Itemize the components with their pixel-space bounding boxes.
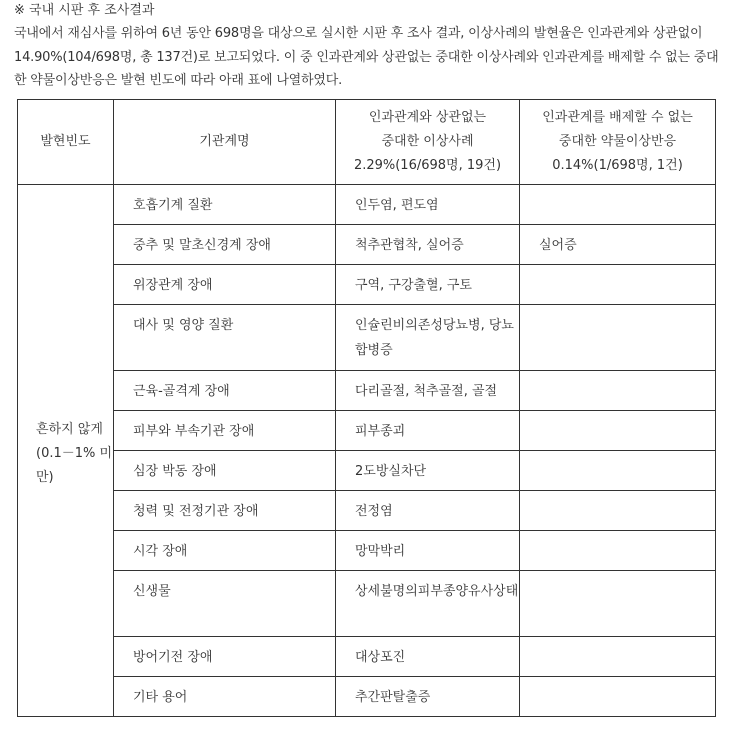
serious-adr-cell xyxy=(520,304,716,370)
table-row xyxy=(18,184,716,224)
table-row xyxy=(18,224,716,264)
serious-ae-cell: 대상포진 xyxy=(336,636,520,676)
table-row xyxy=(18,570,716,636)
serious-ae-cell: 망막박리 xyxy=(336,530,520,570)
serious-adr-cell: 실어증 xyxy=(520,224,716,264)
serious-ae-cell: 전정염 xyxy=(336,490,520,530)
serious-adr-cell xyxy=(520,450,716,490)
table-row xyxy=(18,450,716,490)
serious-adr-cell xyxy=(520,370,716,410)
organ-cell: 방어기전 장애 xyxy=(114,636,336,676)
table-row xyxy=(18,490,716,530)
serious-ae-cell: 구역, 구강출혈, 구토 xyxy=(336,264,520,304)
serious-ae-cell: 추간판탈출증 xyxy=(336,676,520,716)
header-serious-ae-stat: 2.29%(16/698명, 19건) xyxy=(353,157,502,173)
table-row xyxy=(18,676,716,716)
organ-cell: 기타 용어 xyxy=(114,676,336,716)
serious-adr-cell xyxy=(520,570,716,636)
serious-ae-cell: 척추관협착, 실어증 xyxy=(336,224,520,264)
organ-cell: 위장관계 장애 xyxy=(114,264,336,304)
organ-cell: 시각 장애 xyxy=(114,530,336,570)
adverse-events-table xyxy=(17,99,716,717)
table-row xyxy=(18,410,716,450)
organ-cell: 대사 및 영양 질환 xyxy=(114,304,336,370)
serious-ae-cell: 다리골절, 척추골절, 골절 xyxy=(336,370,520,410)
serious-adr-cell xyxy=(520,530,716,570)
table-row xyxy=(18,636,716,676)
serious-adr-cell xyxy=(520,264,716,304)
serious-ae-cell: 인슐린비의존성당뇨병, 당뇨합병증 xyxy=(336,304,520,370)
organ-cell: 호흡기계 질환 xyxy=(114,184,336,224)
serious-ae-cell: 피부종괴 xyxy=(336,410,520,450)
organ-cell: 근육-골격계 장애 xyxy=(114,370,336,410)
serious-adr-cell xyxy=(520,184,716,224)
organ-cell: 중추 및 말초신경계 장애 xyxy=(114,224,336,264)
serious-ae-cell: 인두염, 편도염 xyxy=(336,184,520,224)
section-heading: ※ 국내 시판 후 조사결과 xyxy=(14,3,155,18)
organ-cell: 심장 박동 장애 xyxy=(114,450,336,490)
table-header-row xyxy=(18,99,716,184)
intro-paragraph: 국내에서 재심사를 위하여 6년 동안 698명을 대상으로 실시한 시판 후 조사 결과, 이상사례의 발현율은 인과관계와 상관없이 14.90%(104/698명, 총 137건)로 보고되었다. 이 중 인과관계와 상관없는 중대한 이상사례와 인과관계를 배제할 수 없는 중대한 약물이상반응은 발현 빈도에 따라 아래 표에 나열하였다. xyxy=(14,26,719,88)
table-row xyxy=(18,370,716,410)
organ-cell: 청력 및 전정기관 장애 xyxy=(114,490,336,530)
table-row xyxy=(18,264,716,304)
organ-cell: 피부와 부속기관 장애 xyxy=(114,410,336,450)
header-serious-ae-title: 인과관계와 상관없는 중대한 이상사례 xyxy=(368,109,487,149)
header-serious-adr xyxy=(520,99,716,184)
header-serious-adr-stat: 0.14%(1/698명, 1건) xyxy=(552,157,683,173)
header-serious-ae xyxy=(336,99,520,184)
serious-ae-cell: 2도방실차단 xyxy=(336,450,520,490)
table-row xyxy=(18,530,716,570)
serious-adr-cell xyxy=(520,676,716,716)
serious-adr-cell xyxy=(520,490,716,530)
organ-cell: 신생물 xyxy=(114,570,336,636)
header-organ: 기관계명 xyxy=(114,99,336,184)
serious-adr-cell xyxy=(520,636,716,676)
header-serious-adr-title: 인과관계를 배제할 수 없는 중대한 약물이상반응 xyxy=(542,109,693,149)
serious-ae-cell: 상세불명의피부종양유사상태 xyxy=(336,570,520,636)
frequency-cell: 흔하지 않게 (0.1－1% 미만) xyxy=(18,184,114,716)
serious-adr-cell xyxy=(520,410,716,450)
header-frequency: 발현빈도 xyxy=(18,99,114,184)
table-body xyxy=(18,184,716,716)
table-row xyxy=(18,304,716,370)
